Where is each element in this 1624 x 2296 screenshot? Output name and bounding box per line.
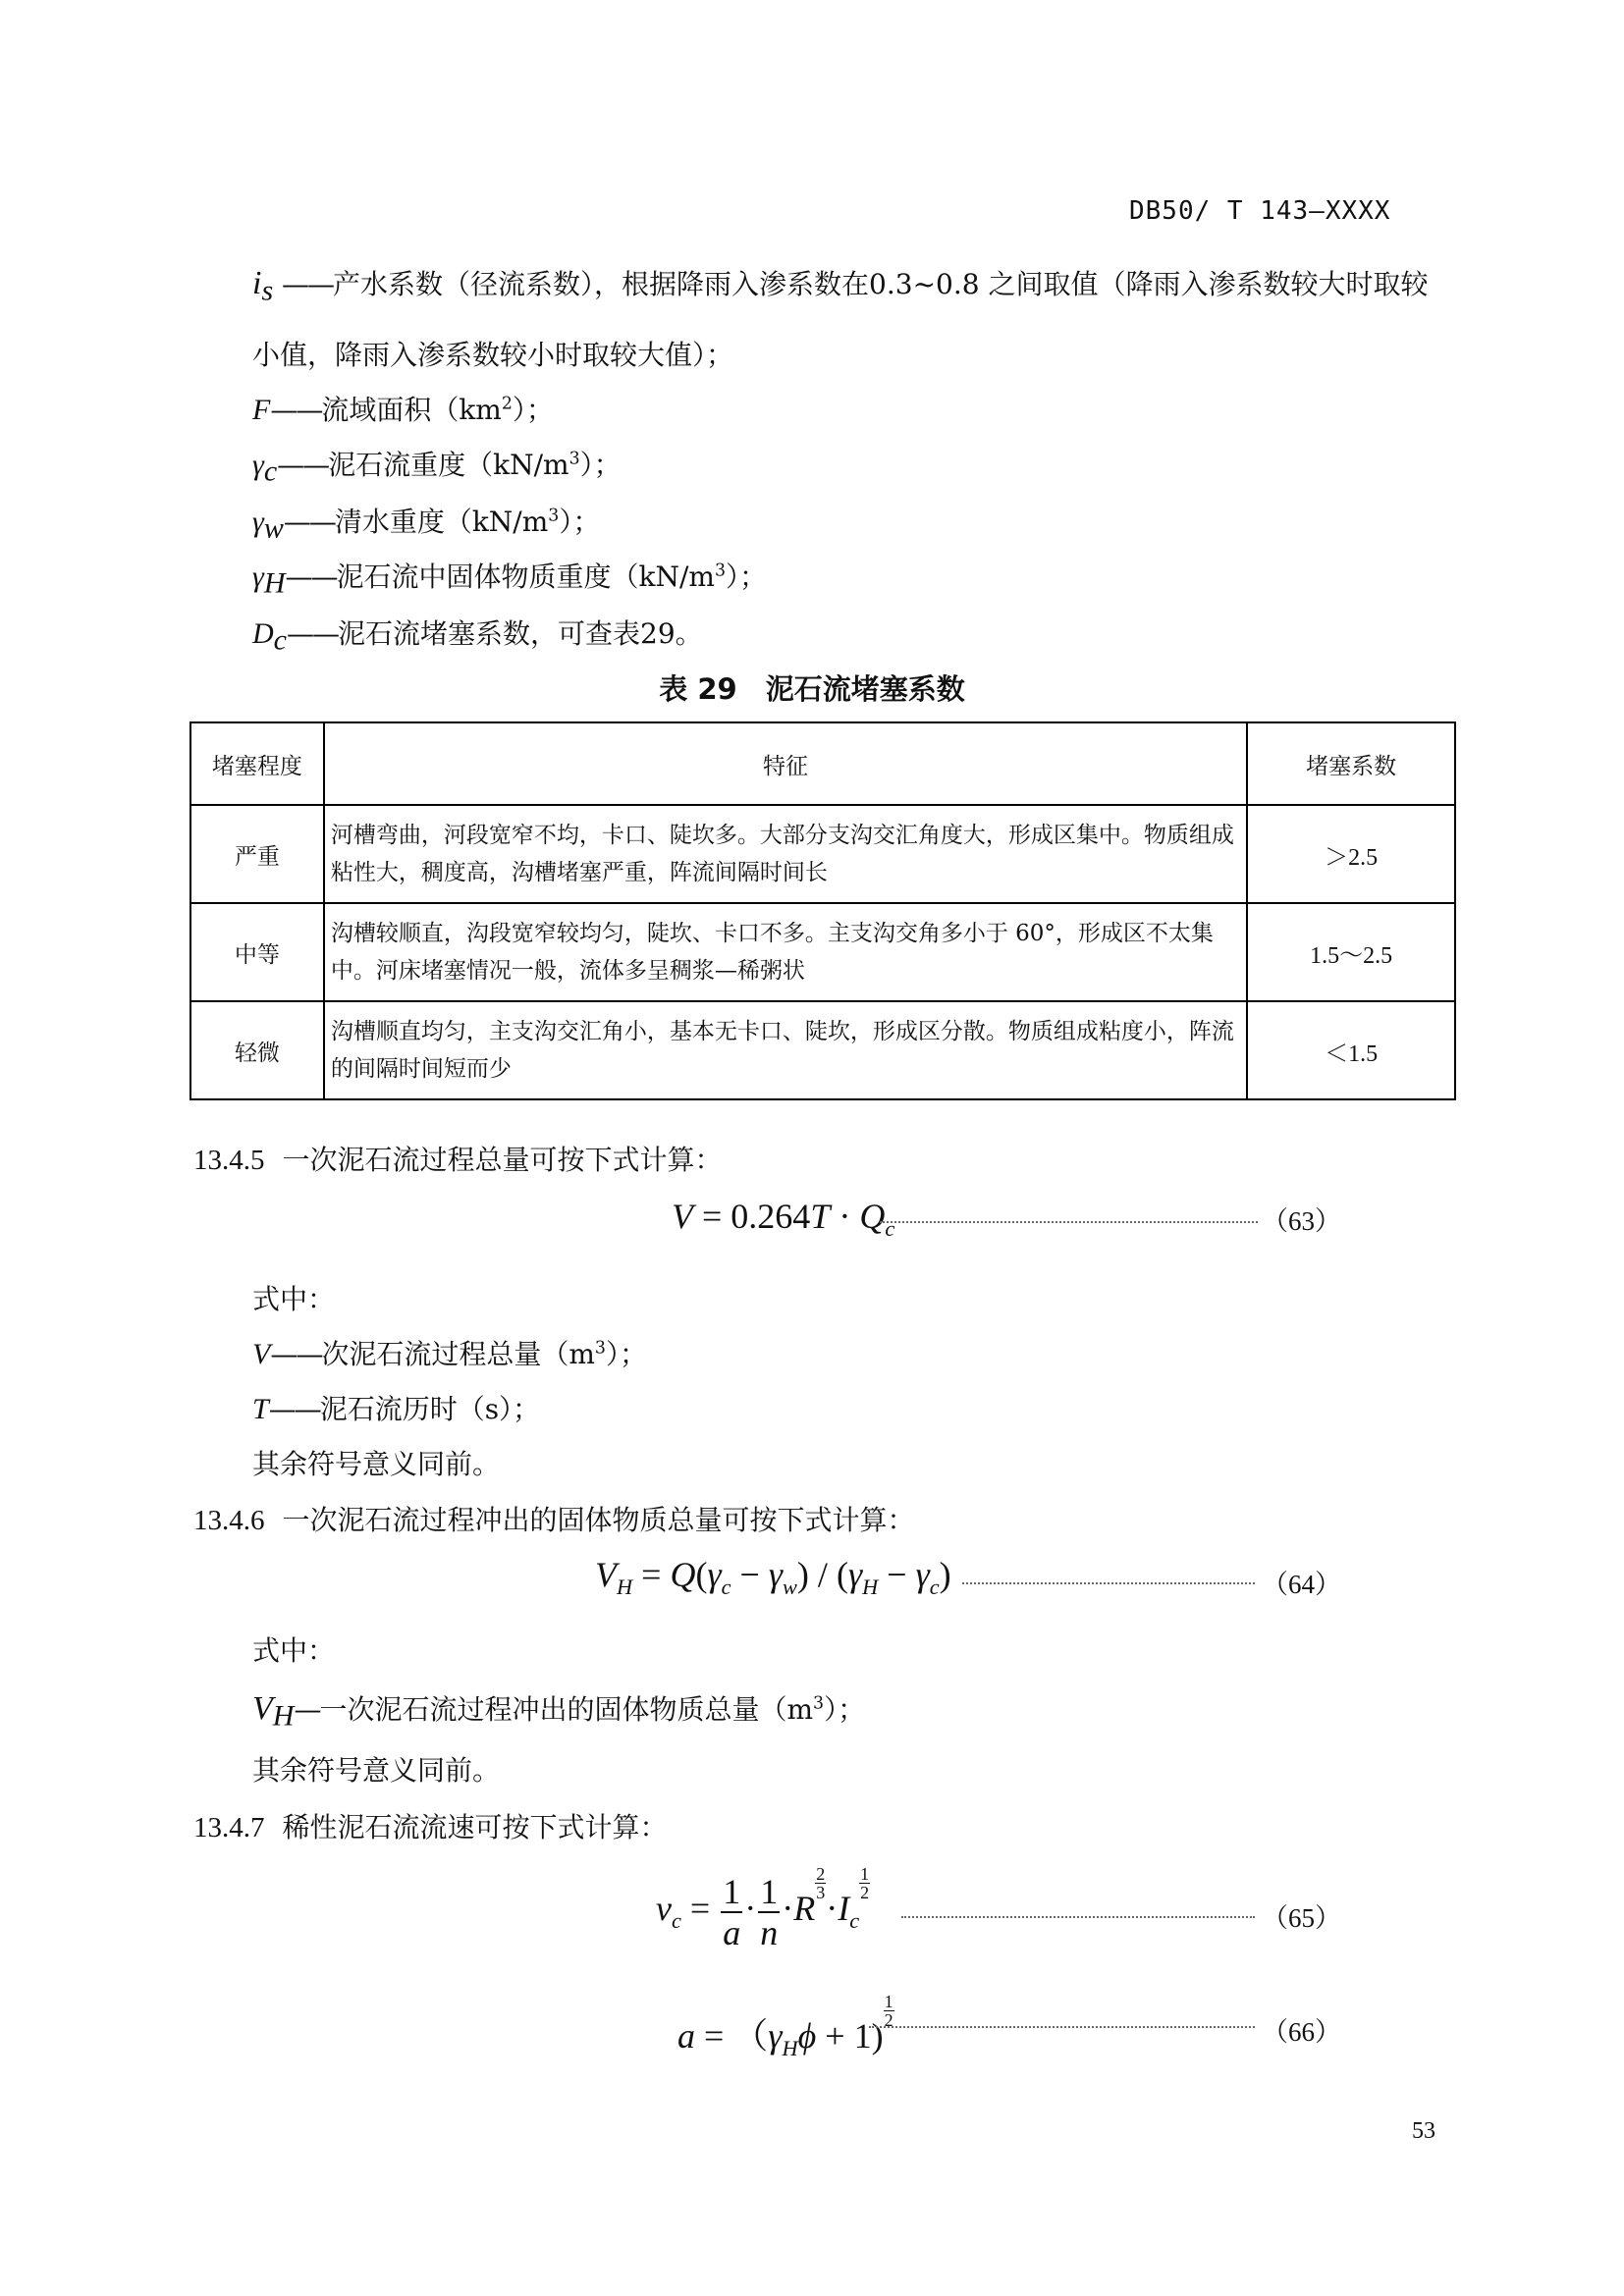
formula-var: v (656, 1889, 672, 1928)
def-gamma-w (252, 501, 601, 545)
def-tail: ）； (579, 449, 622, 481)
formula-var: a (677, 2016, 695, 2056)
degree-cell: 中等 (190, 903, 324, 1001)
formula-op: − (878, 1555, 916, 1594)
table-row (190, 1001, 1455, 1099)
clause-title: 稀性泥石流流速可按下式计算： (282, 1811, 668, 1843)
formula-op: = 0.264 (693, 1197, 811, 1236)
clause-13-4-7 (193, 1806, 668, 1845)
superscript: 3 (568, 449, 580, 469)
def-tail: ）； (559, 506, 601, 538)
dot-leader (962, 1582, 1255, 1584)
exponent-numerator: 1 (884, 1992, 893, 2011)
formula-var: γ (847, 1555, 863, 1594)
document-code: DB50/ T 143—XXXX (1129, 196, 1391, 226)
fraction-numerator: 1 (723, 1871, 741, 1911)
em-dash: —— (287, 617, 338, 650)
equation-number: （66） (1262, 2017, 1341, 2047)
exponent-denominator: 2 (860, 1883, 870, 1902)
formula-63 (672, 1196, 895, 1242)
def-V (252, 1333, 647, 1372)
def-VH (252, 1688, 866, 1733)
formula-var: γ (915, 1555, 930, 1594)
symbol-gamma: γ (252, 561, 264, 593)
superscript: 3 (548, 506, 560, 526)
superscript: 2 (501, 394, 513, 414)
column-header: 特征 (324, 722, 1247, 805)
where-label: 式中： (252, 1283, 336, 1315)
em-dash: — (294, 1693, 320, 1726)
def-text: 泥石流重度（kN/m (328, 449, 569, 481)
fraction-1-over-n (758, 1872, 780, 1952)
symbol-i: i (252, 265, 262, 301)
formula-op: / (808, 1555, 837, 1594)
symbol-V: V (252, 1338, 271, 1370)
fraction-1-over-a (721, 1872, 742, 1952)
def-text: 清水重度（kN/m (334, 506, 549, 538)
formula-var: γ (768, 2016, 783, 2056)
exponent-two-thirds (815, 1865, 826, 1901)
formula-op: = (632, 1555, 671, 1594)
formula-var: R (793, 1889, 816, 1928)
formula-op: · (744, 1889, 757, 1928)
exponent-numerator: 1 (860, 1864, 870, 1884)
formula-sub: w (783, 1575, 797, 1600)
formula-var: T (810, 1197, 831, 1236)
formula-var: I (838, 1889, 850, 1928)
def-text: 流域面积（km (321, 394, 502, 426)
fraction-denominator: a (723, 1912, 741, 1952)
em-dash: —— (282, 268, 334, 300)
column-header: 堵塞系数 (1247, 722, 1455, 805)
formula-op: · (830, 1197, 860, 1236)
dot-leader (901, 1916, 1255, 1918)
em-dash: —— (285, 561, 337, 593)
exponent-one-half (859, 1865, 870, 1901)
exponent-denominator: 2 (884, 2010, 893, 2030)
def-is (252, 263, 1429, 307)
def-gamma-H (252, 556, 768, 600)
symbol-gamma: γ (252, 449, 264, 481)
em-dash: —— (283, 506, 335, 538)
exponent-denominator: 3 (816, 1883, 826, 1902)
table-header-row (190, 722, 1455, 805)
fraction-denominator: n (760, 1912, 779, 1952)
formula-sub: c (885, 1216, 895, 1242)
def-text: 次泥石流过程总量（m (321, 1338, 595, 1370)
formula-paren: ) (939, 1555, 951, 1594)
formula-66 (677, 1992, 894, 2061)
formula-paren: ) (796, 1555, 809, 1594)
dot-leader (880, 1221, 1258, 1223)
equation-number: （65） (1262, 1903, 1341, 1933)
formula-sub: H (782, 2036, 798, 2061)
formula-op: = （ (695, 2016, 769, 2056)
dot-leader (869, 2026, 1255, 2028)
formula-op: · (826, 1889, 839, 1928)
formula-var: γ (768, 1555, 784, 1594)
formula-var: V (672, 1197, 693, 1236)
clause-13-4-5 (193, 1139, 723, 1178)
superscript: 3 (813, 1693, 825, 1714)
fraction-numerator: 1 (760, 1871, 779, 1911)
def-text: 一次泥石流过程冲出的固体物质总量（m (319, 1693, 814, 1726)
formula-var: Q (859, 1197, 886, 1236)
page-number: 53 (1412, 2118, 1435, 2144)
coef-cell: ＞2.5 (1247, 805, 1455, 903)
symbol-T: T (252, 1393, 269, 1425)
formula-op: − (731, 1555, 769, 1594)
clause-number: 13.4.5 (193, 1145, 265, 1176)
symbol-sub: s (261, 274, 274, 307)
where-label: 式中： (252, 1634, 336, 1667)
formula-64 (595, 1554, 951, 1600)
formula-paren: ( (695, 1555, 708, 1594)
clause-title: 一次泥石流过程总量可按下式计算： (282, 1144, 723, 1176)
em-dash: —— (270, 1338, 322, 1370)
em-dash: —— (268, 1393, 320, 1425)
formula-sub: H (617, 1575, 633, 1600)
formula-sub: c (929, 1575, 940, 1600)
rest-symbols-note: 其余符号意义同前。 (252, 1754, 501, 1787)
exponent-one-half (884, 1993, 894, 2029)
formula-op: · (782, 1889, 794, 1928)
formula-sub: c (849, 1908, 860, 1934)
def-text: 泥石流中固体物质重度（kN/m (336, 561, 715, 593)
feature-cell: 沟槽顺直均匀，主支沟交汇角小，基本无卡口、陡坎，形成区分散。物质组成粘度小，阵流的间隔时间短而少 (324, 1001, 1247, 1099)
clause-number: 13.4.6 (193, 1505, 265, 1536)
em-dash: —— (277, 449, 329, 481)
clause-number: 13.4.7 (193, 1812, 265, 1843)
formula-sub: c (721, 1575, 731, 1600)
symbol-sub: H (272, 1699, 295, 1733)
symbol-V: V (252, 1690, 273, 1727)
clause-13-4-6 (193, 1499, 915, 1538)
formula-paren: ( (836, 1555, 848, 1594)
symbol-gamma: γ (252, 506, 264, 538)
table-row (190, 903, 1455, 1001)
formula-op: + 1) (816, 2016, 884, 2056)
def-T (252, 1388, 540, 1427)
formula-65 (656, 1865, 870, 1952)
symbol-D: D (252, 617, 274, 650)
formula-var: ϕ (797, 2016, 817, 2056)
def-Dc (252, 613, 703, 657)
coef-cell: 1.5～2.5 (1247, 903, 1455, 1001)
degree-cell: 严重 (190, 805, 324, 903)
def-is-cont: 小值，降雨入渗系数较小时取较大值）； (252, 339, 734, 371)
exponent-numerator: 2 (816, 1864, 826, 1884)
def-tail: ）； (824, 1693, 866, 1726)
formula-sub: H (862, 1575, 879, 1600)
formula-var: Q (670, 1555, 696, 1594)
equation-number: （63） (1262, 1206, 1341, 1236)
degree-cell: 轻微 (190, 1001, 324, 1099)
formula-sub: c (671, 1908, 681, 1934)
formula-var: V (595, 1555, 617, 1594)
em-dash: —— (270, 394, 322, 426)
def-text: 泥石流历时（s）； (319, 1393, 541, 1425)
table-row (190, 805, 1455, 903)
table-caption: 表 29 泥石流堵塞系数 (659, 672, 965, 706)
def-F (252, 389, 554, 428)
symbol-F: F (252, 394, 271, 426)
symbol-sub: c (273, 623, 287, 657)
clause-title: 一次泥石流过程冲出的固体物质总量可按下式计算： (282, 1504, 915, 1536)
symbol-sub: c (263, 454, 278, 488)
feature-cell: 河槽弯曲，河段宽窄不均，卡口、陡坎多。大部分支沟交汇角度大，形成区集中。物质组成粘性大，稠度高，沟槽堵塞严重，阵流间隔时间长 (324, 805, 1247, 903)
superscript: 3 (714, 561, 726, 581)
formula-op: = (680, 1889, 720, 1928)
superscript: 3 (594, 1338, 606, 1359)
rest-symbols-note: 其余符号意义同前。 (252, 1448, 501, 1480)
blockage-table (189, 721, 1456, 1100)
symbol-sub: H (263, 566, 286, 600)
feature-cell: 沟槽较顺直，沟段宽窄较均匀，陡坎、卡口不多。主支沟交角多小于 60°，形成区不太集中。河床堵塞情况一般，流体多呈稠浆—稀粥状 (324, 903, 1247, 1001)
formula-var: γ (707, 1555, 722, 1594)
column-header: 堵塞程度 (190, 722, 324, 805)
def-text: 产水系数（径流系数），根据降雨入渗系数在0.3~0.8 之间取值（降雨入渗系数较大时取较 (333, 268, 1429, 300)
symbol-sub: w (263, 511, 284, 545)
def-tail: ）； (605, 1338, 647, 1370)
def-tail: ）； (726, 561, 768, 593)
def-text: 泥石流堵塞系数，可查表29。 (338, 617, 703, 650)
coef-cell: ＜1.5 (1247, 1001, 1455, 1099)
def-gamma-c (252, 444, 622, 488)
def-tail: ）； (512, 394, 554, 426)
equation-number: （64） (1262, 1570, 1341, 1599)
